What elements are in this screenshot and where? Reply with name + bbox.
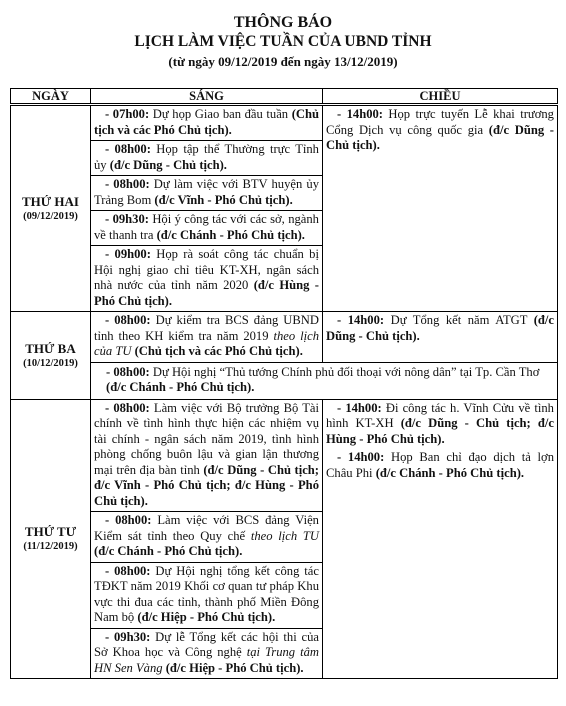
- entry-attendees: (đ/c Hùng - Phó Chủ tịch).: [94, 278, 319, 308]
- afternoon-cell: [323, 105, 558, 312]
- entry-attendees: (đ/c Dũng - Chủ tịch; đ/c Vĩnh - Phó Chủ tịch; đ/c Hùng - Phó Chủ tịch).: [94, 462, 319, 508]
- day-cell: [11, 105, 91, 312]
- entry-note: theo lịch TU: [250, 528, 319, 543]
- entry-attendees: (đ/c Dũng - Chủ tịch; đ/c Hùng - Phó Chủ tịch).: [326, 416, 554, 446]
- entry-text: Dự Hội nghị tổng kết công tác TĐKT năm 2019 Khối cơ quan tư pháp Khu vực thi đua các tỉnh, thành phố Miền Đông Nam bộ: [94, 563, 319, 624]
- morning-cell: [91, 312, 323, 363]
- entry-time: - 14h00:: [337, 313, 391, 327]
- entry-text: Hội ý công tác với các sở, ngành về thanh tra: [94, 212, 319, 242]
- entry-text: Dự kiểm tra BCS đảng UBND tỉnh theo KH kiểm tra năm 2019: [94, 313, 319, 343]
- col-header-afternoon: CHIỀU: [323, 89, 558, 105]
- notice-subtitle: LỊCH LÀM VIỆC TUẦN CỦA UBND TỈNH: [134, 33, 432, 50]
- date-range: (từ ngày 09/12/2019 đến ngày 13/12/2019): [168, 54, 398, 69]
- entry-time: - 14h00:: [337, 450, 391, 464]
- entry-time: - 08h00:: [105, 177, 154, 191]
- schedule-entry: [323, 449, 557, 483]
- entry-time: - 08h00:: [105, 313, 156, 327]
- entry-attendees: (đ/c Hiệp - Phó Chủ tịch).: [137, 610, 276, 624]
- entry-attendees: (đ/c Vĩnh - Phó Chủ tịch).: [154, 192, 293, 207]
- entry-time: - 09h00:: [105, 247, 157, 261]
- entry-time: - 09h30:: [105, 212, 153, 226]
- entry-text: Dự làm việc với BTV huyện ủy Trảng Bom: [94, 177, 319, 207]
- entry-text: Họp tập thể Thường trực Tỉnh ủy: [94, 142, 319, 172]
- schedule-entry: [91, 363, 557, 399]
- schedule-entry: [91, 106, 322, 141]
- day-date: (09/12/2019): [23, 211, 78, 222]
- day-row-fullwidth: [11, 362, 558, 399]
- entry-text: Làm việc với Bộ trưởng Bộ Tài chính về tình hình thực hiện các nhiệm vụ tài chính - ngân sách năm 2019, tình hình phòng chống buôn lậu và gian lận thương mại trên địa bàn tỉnh: [94, 400, 319, 477]
- schedule-entry: [91, 629, 322, 679]
- afternoon-cell: [323, 399, 558, 679]
- entry-text: Họp trực tuyến Lễ khai trương Cổng Dịch vụ công quốc gia: [326, 107, 554, 137]
- schedule-entry: [91, 512, 322, 563]
- morning-cell: [91, 399, 323, 679]
- entry-time: - 14h00:: [337, 400, 386, 415]
- entry-note: theo lịch của TU: [94, 328, 320, 358]
- schedule-table: [10, 88, 558, 679]
- schedule-entry: [91, 312, 322, 362]
- schedule-entry: [323, 400, 557, 450]
- entry-text: Dự Tổng kết năm ATGT: [390, 313, 534, 327]
- schedule-entry: [91, 141, 322, 176]
- entry-text: Dự Hội nghị “Thủ tướng Chính phủ đối thoại với nông dân” tại Tp. Cần Thơ: [152, 364, 540, 379]
- entry-attendees: (đ/c Chánh - Phó Chủ tịch).: [375, 465, 525, 480]
- schedule-entry: [91, 563, 322, 629]
- table-header-row: [11, 89, 558, 105]
- entry-time: - 09h30:: [105, 629, 156, 644]
- entry-note: tại Trung tâm HN Sen Vàng: [94, 645, 319, 675]
- entry-attendees: (đ/c Dũng - Chủ tịch).: [326, 313, 554, 343]
- day-cell: [11, 312, 91, 400]
- entry-attendees: (đ/c Dũng - Chủ tịch).: [109, 157, 227, 172]
- schedule-entry: [91, 176, 322, 211]
- entry-time: - 07h00:: [105, 107, 153, 121]
- schedule-body: [11, 105, 558, 679]
- entry-attendees: (Chủ tịch và các Phó Chủ tịch).: [94, 107, 319, 137]
- entry-text: Họp rà soát công tác chuẩn bị Hội nghị giao chỉ tiêu KT-XH, ngân sách nhà nước của tỉnh năm 2020: [94, 247, 319, 292]
- entry-time: - 08h00:: [105, 400, 154, 415]
- entry-time: - 14h00:: [337, 107, 389, 121]
- afternoon-cell: [323, 312, 558, 363]
- entry-text: Dự họp Giao ban đầu tuần: [152, 107, 292, 121]
- day-row: [11, 312, 558, 363]
- entry-time: - 08h00:: [105, 142, 157, 156]
- col-header-day: NGÀY: [11, 89, 91, 105]
- fullwidth-cell: [91, 362, 558, 399]
- notice-title: THÔNG BÁO: [233, 14, 333, 31]
- schedule-entry: [91, 246, 322, 311]
- day-name: THỨ HAI: [22, 194, 79, 209]
- entry-text: Làm việc với BCS đảng Viện Kiểm sát tỉnh theo Quy chế: [94, 513, 319, 543]
- entry-text: Đi công tác h. Vĩnh Cửu về tình hình KT-XH: [326, 400, 554, 430]
- entry-attendees: (Chủ tịch và các Phó Chủ tịch).: [131, 344, 303, 358]
- entry-time: - 08h00:: [105, 513, 158, 527]
- entry-attendees: (đ/c Chánh - Phó Chủ tịch).: [156, 227, 305, 242]
- entry-text: Họp Ban chỉ đạo dịch tả lợn Châu Phi: [326, 450, 554, 480]
- entry-text: Dự lễ Tổng kết các hội thi của Sở Khoa học và Công nghệ: [94, 629, 319, 659]
- entry-attendees: (đ/c Hiệp - Phó Chủ tịch).: [162, 660, 304, 675]
- day-name: THỨ BA: [25, 340, 76, 356]
- entry-attendees: (đ/c Chánh - Phó Chủ tịch).: [94, 544, 243, 558]
- entry-time: - 08h00:: [105, 563, 156, 578]
- day-cell: [11, 399, 91, 679]
- day-date: (10/12/2019): [23, 357, 78, 369]
- schedule-entry: [91, 211, 322, 246]
- entry-attendees: (đ/c Chánh - Phó Chủ tịch).: [106, 380, 255, 394]
- entry-time: - 08h00:: [106, 364, 153, 379]
- schedule-entry: [323, 312, 557, 346]
- schedule-entry: [91, 400, 322, 513]
- day-name: THỨ TƯ: [24, 524, 77, 540]
- schedule-entry: [323, 106, 557, 156]
- entry-attendees: (đ/c Dũng - Chủ tịch).: [326, 122, 554, 152]
- day-row: [11, 105, 558, 312]
- day-row: [11, 399, 558, 679]
- col-header-morning: SÁNG: [91, 89, 323, 105]
- morning-cell: [91, 105, 323, 312]
- day-date: (11/12/2019): [23, 541, 78, 553]
